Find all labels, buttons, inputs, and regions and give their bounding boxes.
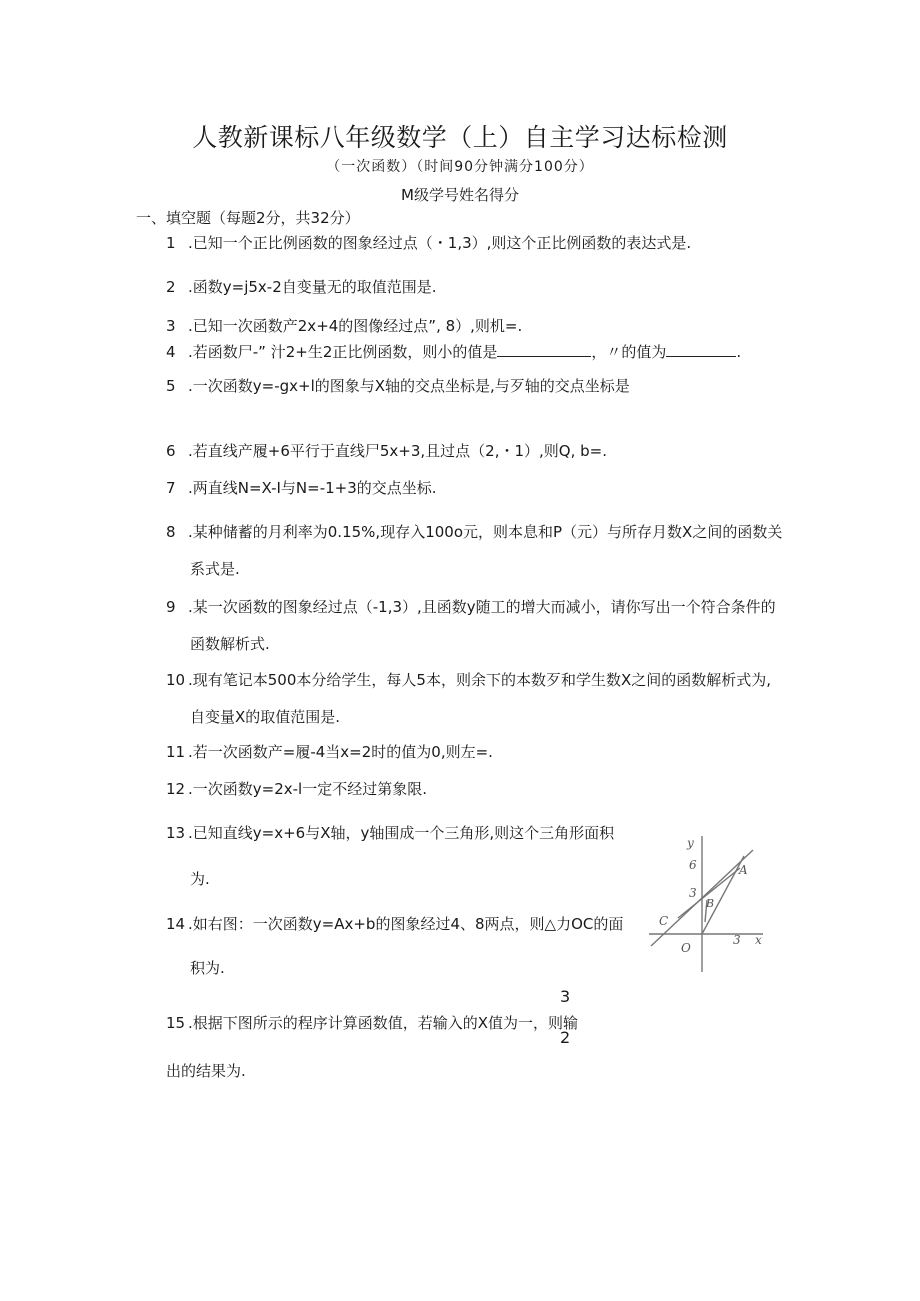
question-13 <box>166 822 614 843</box>
student-info-line: M级学号姓名得分 <box>401 186 519 204</box>
line-ca <box>678 868 740 918</box>
question-number: 6 <box>166 442 176 460</box>
question-text: .已知一个正比例函数的图象经过点（・1,3）,则这个正比例函数的表达式是. <box>188 234 692 252</box>
question-text: .一次函数y=-gx+l的图象与X轴的交点坐标是,与歹轴的交点坐标是 <box>188 377 630 395</box>
question-text: .若函数尸-” 汁2+生2正比例函数，则小的值是 <box>188 343 498 361</box>
label-B: B <box>706 897 715 910</box>
question-4 <box>166 341 741 362</box>
question-text-mid: ，〃的值为 <box>591 343 667 361</box>
question-text-end: . <box>736 343 742 361</box>
question-number: 9 <box>166 598 176 616</box>
question-2 <box>166 276 437 297</box>
question-9 <box>166 596 776 617</box>
question-3 <box>166 315 522 336</box>
question-14 <box>166 913 623 934</box>
label-y: y <box>687 836 694 850</box>
label-3y: 3 <box>689 886 697 900</box>
page-subtitle: （一次函数）（时间90分钟满分100分） <box>326 159 594 175</box>
label-6: 6 <box>689 858 697 872</box>
question-number: 14 <box>166 915 186 933</box>
section-heading: 一、填空题（每题2分，共32分） <box>136 209 360 227</box>
question-6 <box>166 440 607 461</box>
question-15-continuation: 出的结果为. <box>166 1062 246 1080</box>
question-number: 1 <box>166 234 176 252</box>
question-text: .根据下图所示的程序计算函数值，若输入的X值为一，则输 <box>188 1014 579 1032</box>
question-15 <box>166 1012 578 1033</box>
question-10-continuation: 自变量X的取值范围是. <box>190 708 341 726</box>
page-title: 人教新课标八年级数学（上）自主学习达标检测 <box>192 123 728 152</box>
label-3x: 3 <box>733 933 741 947</box>
question-number: 13 <box>166 824 186 842</box>
answer-blank[interactable] <box>497 342 591 357</box>
question-number: 4 <box>166 343 176 361</box>
question-text: .某种储蓄的月利率为0.15%,现存入100o元，则本息和P（元）与所存月数X之间的函数关 <box>188 523 783 541</box>
question-number: 8 <box>166 523 176 541</box>
question-number: 11 <box>166 743 186 761</box>
question-text: .已知直线y=x+6与X轴，y轴围成一个三角形,则这个三角形面积 <box>188 824 615 842</box>
question-14-continuation: 积为. <box>190 959 225 977</box>
question-text: .现有笔记本500本分给学生，每人5本，则余下的本数歹和学生数X之间的函数解析式为, <box>188 671 771 689</box>
question-text: .如右图：一次函数y=Ax+b的图象经过4、8两点，则△力OC的面 <box>188 915 624 933</box>
question-10 <box>166 669 771 690</box>
question-9-continuation: 函数解析式. <box>190 635 270 653</box>
label-x: x <box>755 933 762 947</box>
fraction-numerator: 3 <box>560 987 571 1006</box>
question-11 <box>166 741 493 762</box>
question-12 <box>166 778 427 799</box>
question-text: .已知一次函数产2x+4的图像经过点”, 8）,则机=. <box>188 317 523 335</box>
question-13-continuation: 为. <box>190 870 210 888</box>
question-number: 10 <box>166 671 186 689</box>
label-A: A <box>739 863 748 877</box>
question-8 <box>166 521 782 542</box>
question-text: .两直线N=X-I与N=-1+3的交点坐标. <box>188 479 437 497</box>
coordinate-figure <box>645 830 770 975</box>
question-1 <box>166 232 691 253</box>
question-text: .若一次函数产=履-4当x=2时的值为0,则左=. <box>188 743 493 761</box>
question-8-continuation: 系式是. <box>190 560 240 578</box>
fraction-denominator: 2 <box>560 1028 571 1047</box>
question-text: .若直线产履+6平行于直线尸5x+3,且过点（2,・1）,则Q, b=. <box>188 442 608 460</box>
answer-blank[interactable] <box>666 342 736 357</box>
question-7 <box>166 477 437 498</box>
label-C: C <box>659 914 669 928</box>
question-number: 7 <box>166 479 176 497</box>
question-text: .函数y=j5x-2自变量无的取值范围是. <box>188 278 437 296</box>
question-number: 5 <box>166 377 176 395</box>
question-number: 3 <box>166 317 176 335</box>
question-number: 12 <box>166 780 186 798</box>
question-text: .一次函数y=2x-l一定不经过第象限. <box>188 780 427 798</box>
line-ob <box>702 856 744 934</box>
question-number: 2 <box>166 278 176 296</box>
question-text: .某一次函数的图象经过点（-1,3）,且函数y随工的增大而减小，请你写出一个符合条件的 <box>188 598 776 616</box>
label-O: O <box>681 941 691 955</box>
question-5 <box>166 375 630 396</box>
question-number: 15 <box>166 1014 186 1032</box>
